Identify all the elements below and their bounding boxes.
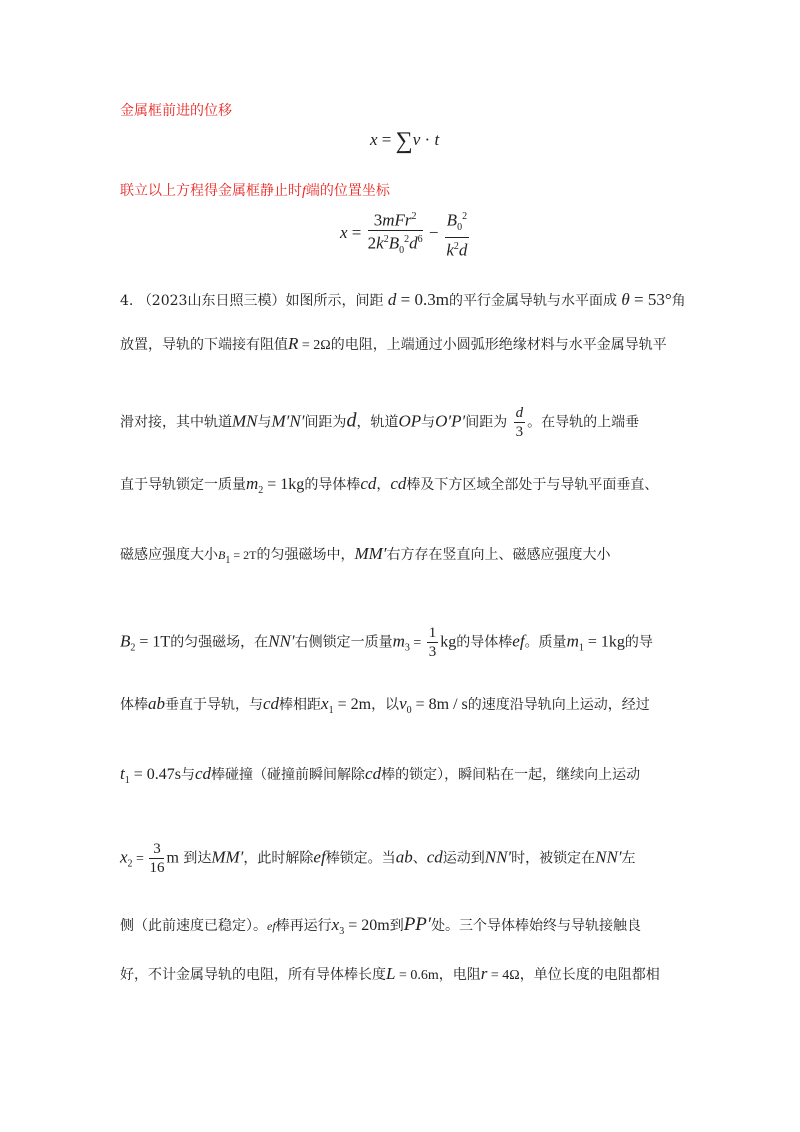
problem-line-11: 好，不计金属导轨的电阻，所有导体棒长度L = 0.6m，电阻r = 4Ω，单位长度的电阻都相 xyxy=(120,964,660,983)
displacement-equation: x = ∑v · t xyxy=(370,128,440,154)
problem-line-10: 侧（此前速度已稳定）。ef棒再运行$x_3 = 20m$到PP′处。三个导体棒始终与导轨接触良 xyxy=(120,914,642,937)
problem-line-3: 滑对接，其中轨道MN与M′N′间距为d，轨道OP与O′P′间距为 $\frac{d}{3}$ 。在导轨的上端垂 xyxy=(120,405,640,440)
problem-line-4: 直于导轨锁定一质量$m_2 = 1kg$的导体棒cd，cd棒及下方区域全部处于与导轨平面垂直、 xyxy=(120,474,659,496)
problem-line-2: 放置，导轨的下端接有阻值R = 2Ω的电阻，上端通过小圆弧形绝缘材料与水平金属导轨平 xyxy=(120,334,667,353)
displacement-label: 金属框前进的位移 xyxy=(120,103,232,119)
problem-line-5: 磁感应强度大小$B_1 = 2T$的匀强磁场中，MM′右方存在竖直向上、磁感应强度大小 xyxy=(120,544,611,566)
conclusion-label: 联立以上方程得金属框静止时f端的位置坐标 xyxy=(120,183,390,199)
position-equation: x = $\frac{3mFr^2}{2k^2B_0^2d^6}$ − $\frac{B_0^2}{k^2d}$ xyxy=(340,208,471,260)
problem-line-1: 4. （2023山东日照三模）如图所示，间距 d = 0.3m的平行金属导轨与水平面成 θ = 53°角 xyxy=(120,290,686,309)
problem-line-7: 体棒ab垂直于导轨，与cd棒相距$x_1 = 2m$，以$v_0 = 8m / s$的速度沿导轨向上运动，经过 xyxy=(120,694,650,716)
problem-line-8: $t_1 = 0.47s$与cd棒碰撞（碰撞前瞬间解除cd棒的锁定），瞬间粘在一起，继续向上运动 xyxy=(120,764,641,786)
problem-line-6: $B_2 = 1T$的匀强磁场，在NN′右侧锁定一质量$m_3$ = $\frac{1}{3}$ kg的导体棒ef。质量$m_1 = 1kg$的导 xyxy=(120,625,653,660)
problem-line-9: $x_2$ = $\frac{3}{16}$ m 到达MM′，此时解除ef棒锁定。当ab、cd运动到NN′时，被锁定在NN′左 xyxy=(120,841,636,876)
